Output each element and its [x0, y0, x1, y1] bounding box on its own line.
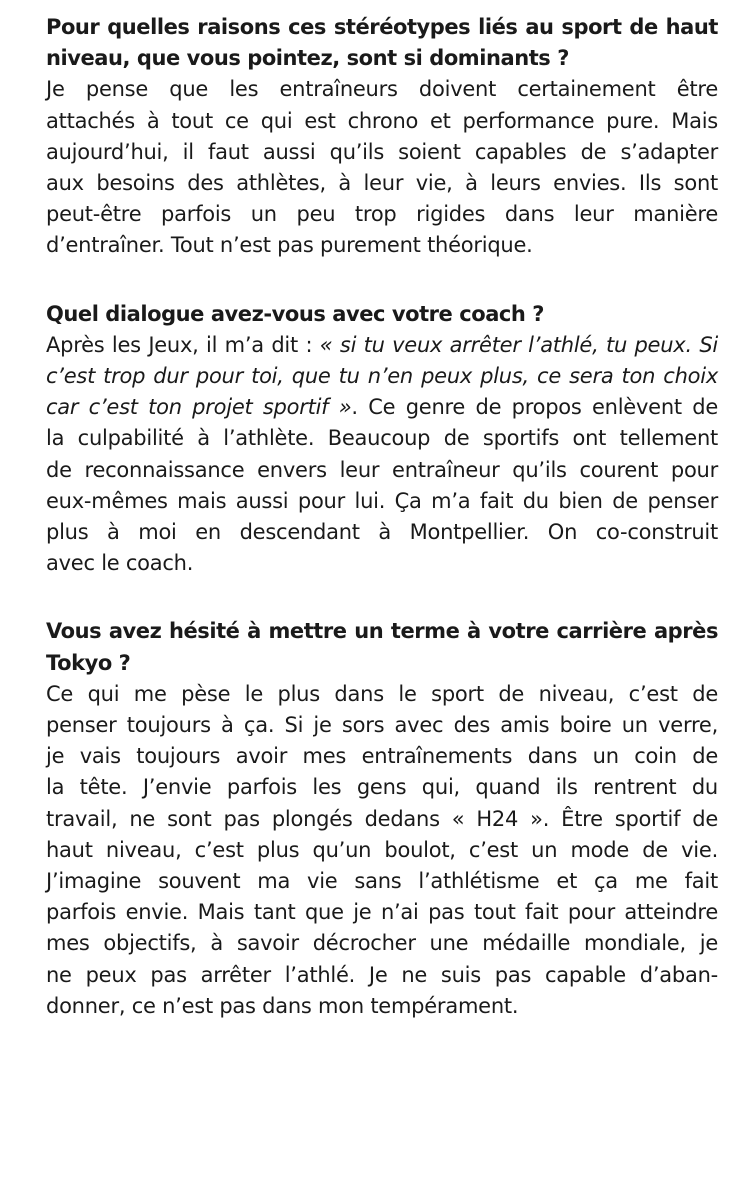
- answer-line: J’imagine souvent ma vie sans l’athlétisme et ça me fait: [46, 869, 718, 894]
- answer-line: mes objectifs, à savoir décrocher une médaille mondiale, je: [46, 931, 718, 956]
- answer-line: Ce qui me pèse le plus dans le sport de niveau, c’est de: [46, 681, 718, 706]
- answer-line: de reconnaissance envers leur entraîneur qu’ils courent pour: [46, 457, 718, 482]
- answer-line: haut niveau, c’est plus qu’un boulot, c’est un mode de vie.: [46, 837, 718, 862]
- question-line: Vous avez hésité à mettre un terme à votre carrière après: [46, 619, 718, 644]
- answer-line: donner, ce n’est pas dans mon tempérament.: [46, 993, 519, 1018]
- qa-section-2: [46, 299, 718, 580]
- answer-line: [46, 392, 718, 423]
- answer-line: aujourd’hui, il faut aussi qu’ils soient capables de s’adapter: [46, 139, 718, 164]
- answer-line: aux besoins des athlètes, à leur vie, à leurs envies. Ils sont: [46, 171, 718, 196]
- quote-text: car c’est ton projet sportif »: [46, 395, 352, 420]
- quote-line: c’est trop dur pour toi, que tu n’en peux plus, ce sera ton choix: [46, 364, 718, 389]
- question-line: Quel dialogue avez-vous avec votre coach ?: [46, 301, 544, 326]
- answer-text: . Ce genre de propos enlèvent de: [351, 395, 718, 420]
- answer-line: eux-mêmes mais aussi pour lui. Ça m’a fait du bien de penser: [46, 488, 718, 513]
- question-line: Pour quelles raisons ces stéréotypes liés au sport de haut: [46, 15, 718, 39]
- answer-line: la culpabilité à l’athlète. Beaucoup de sportifs ont tellement: [46, 426, 718, 451]
- answer-line: travail, ne sont pas plongés dedans « H24 ». Être sportif de: [46, 806, 718, 831]
- quote-text: « si tu veux arrêter l’athlé, tu peux. Si: [319, 332, 718, 357]
- question-line: Tokyo ?: [46, 650, 131, 675]
- interview-page: [46, 12, 718, 1059]
- answer-text: Après les Jeux, il m’a dit :: [46, 332, 320, 357]
- answer-line: je vais toujours avoir mes entraînements dans un coin de: [46, 744, 718, 769]
- qa-section-1: [46, 12, 718, 262]
- qa-section-3: [46, 616, 718, 1022]
- answer-line: ne peux pas arrêter l’athlé. Je ne suis pas capable d’aban-: [46, 962, 718, 987]
- answer-line: Je pense que les entraîneurs doivent certainement être: [46, 77, 718, 102]
- answer-line: [46, 330, 718, 361]
- question-line: niveau, que vous pointez, sont si dominants ?: [46, 46, 569, 71]
- answer-line: d’entraîner. Tout n’est pas purement théorique.: [46, 233, 533, 258]
- answer-line: penser toujours à ça. Si je sors avec des amis boire un verre,: [46, 713, 718, 738]
- answer-line: plus à moi en descendant à Montpellier. On co-construit: [46, 520, 718, 545]
- answer-line: peut-être parfois un peu trop rigides dans leur manière: [46, 202, 718, 227]
- answer-line: avec le coach.: [46, 551, 194, 576]
- answer-line: parfois envie. Mais tant que je n’ai pas tout fait pour atteindre: [46, 900, 718, 925]
- answer-line: attachés à tout ce qui est chrono et performance pure. Mais: [46, 108, 718, 133]
- answer-line: la tête. J’envie parfois les gens qui, quand ils rentrent du: [46, 775, 718, 800]
